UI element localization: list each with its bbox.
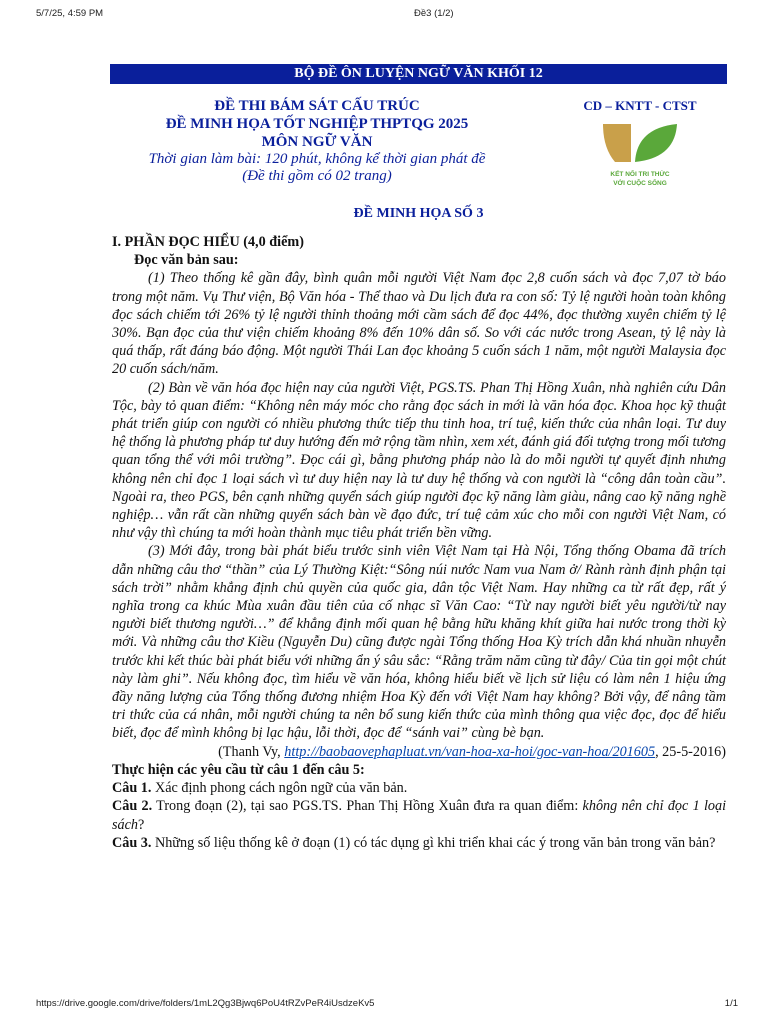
question-2 bbox=[112, 797, 726, 833]
source-citation bbox=[112, 743, 726, 761]
exam-pages: (Đề thi gồm có 02 trang) bbox=[242, 168, 392, 184]
question-3 bbox=[112, 834, 726, 852]
task-heading: Thực hiện các yêu cầu từ câu 1 đến câu 5: bbox=[112, 761, 365, 778]
question-label: Câu 1. bbox=[112, 780, 152, 797]
exam-time: Thời gian làm bài: 120 phút, không kể thời gian phát đề bbox=[148, 151, 486, 167]
source-date: , 25-5-2016) bbox=[655, 743, 726, 760]
leaf-logo-icon bbox=[597, 118, 683, 192]
series-banner: BỘ ĐỀ ÔN LUYỆN NGỮ VĂN KHỐI 12 bbox=[110, 64, 727, 84]
question-1 bbox=[112, 779, 726, 797]
print-page-title: Đề3 (1/2) bbox=[414, 8, 454, 19]
source-author: (Thanh Vy, bbox=[218, 743, 285, 760]
print-url: https://drive.google.com/drive/folders/1mL2Qg3Bjwq6PoU4tRZvPeR4iUsdzeKv5 bbox=[36, 998, 375, 1009]
instruction: Đọc văn bản sau: bbox=[134, 252, 239, 269]
question-text: Những số liệu thống kê ở đoạn (1) có tác dụng gì khi triển khai các ý trong văn bản trong văn bản? bbox=[151, 834, 716, 851]
passage-paragraph-2: (2) Bàn về văn hóa đọc hiện nay của người Việt, PGS.TS. Phan Thị Hồng Xuân, nhà nghiên cứu Dân Tộc, bày tỏ quan điểm: “Không nên máy móc cho rằng đọc sách in mới là văn hóa đọc. Khoa học kỹ thuật phát triển giúp con người có nhiều phương thức tiếp thu tinh hoa, trí tuệ, kiến thức của nhân loại. Tư duy hệ thống là phương pháp tư duy hướng đến mở rộng tầm nhìn, xem xét, đánh giá đối tượng trong mối tương quan tổng thể với môi trường”. Đọc cái gì, bằng phương pháp nào là do mỗi người tự quyết định nhưng không nên chỉ đọc 1 loại sách vì tư duy hiện nay là tư duy hệ thống và con người là “công dân toàn cầu”. Ngoài ra, theo PGS, bên cạnh những quyển sách giúp người đọc kỹ năng làm giàu, nâng cao kỹ năng nghề nghiệp… vẫn rất cần những quyển sách bàn về đạo đức, trí tuệ cảm xúc cho mỗi con người Việt Nam, có như vậy thì chúng ta mới hoàn thành mục tiêu phát triển bền vững. bbox=[112, 379, 726, 542]
logo-text-1: KẾT NỐI TRI THỨC bbox=[610, 171, 670, 178]
logo-text-2: VỚI CUỘC SỐNG bbox=[613, 180, 667, 187]
question-label: Câu 2. bbox=[112, 798, 153, 815]
question-text: Trong đoạn (2), tại sao PGS.TS. Phan Thị Hồng Xuân đưa ra quan điểm: bbox=[152, 798, 583, 815]
passage-paragraph-1: (1) Theo thống kê gần đây, bình quân mỗi người Việt Nam đọc 2,8 cuốn sách và đọc 7,07 tờ báo trong một năm. Vụ Thư viện, Bộ Văn hóa - Thể thao và Du lịch đưa ra con số: Tỷ lệ người hoàn toàn không đọc sách chiếm tới 26% tỷ lệ người thỉnh thoảng mới cầm sách để đọc 44%, đọc thường xuyên chiếm tỷ lệ 30%. Bạn đọc của thư viện chiếm khoảng 8% đến 10% dân số. So với các nước trong Asean, tỷ lệ này là quá thấp, rất đáng báo động. Một người Thái Lan đọc khoảng 5 cuốn sách 1 năm, một người Malaysia đọc 20 cuốn sách/năm. bbox=[112, 270, 726, 378]
question-tail: ? bbox=[138, 816, 145, 833]
print-footer bbox=[36, 998, 738, 1012]
question-text: Xác định phong cách ngôn ngữ của văn bản. bbox=[151, 780, 408, 797]
print-page-number: 1/1 bbox=[724, 998, 738, 1009]
print-timestamp: 5/7/25, 4:59 PM bbox=[36, 8, 104, 19]
publisher-logo-box bbox=[570, 98, 710, 192]
question-label: Câu 3. bbox=[112, 834, 152, 851]
exam-line-2: ĐỀ MINH HỌA TỐT NGHIỆP THPTQG 2025 bbox=[165, 116, 469, 132]
exam-subtitle: ĐỀ MINH HỌA SỐ 3 bbox=[353, 206, 484, 221]
source-link[interactable]: http://baobaovephapluat.vn/van-hoa-xa-hoi/goc-van-hoa/201605 bbox=[284, 743, 656, 760]
exam-line-1: ĐỀ THI BÁM SÁT CẤU TRÚC bbox=[214, 98, 420, 114]
exam-line-3: MÔN NGỮ VĂN bbox=[261, 134, 373, 150]
reading-section bbox=[112, 233, 726, 852]
print-header bbox=[36, 8, 738, 22]
exam-heading bbox=[110, 97, 524, 185]
curriculum-code: CD – KNTT - CTST bbox=[583, 98, 697, 113]
passage-paragraph-3: (3) Mới đây, trong bài phát biểu trước sinh viên Việt Nam tại Hà Nội, Tổng thống Obama đã trích dẫn những câu thơ “thần” của Lý Thường Kiệt:“Sông núi nước Nam vua Nam ở/ Rành rành định phận tại sách trời” nhằm khẳng định chủ quyền của quốc gia, dân tộc Việt Nam. Hay những ca từ rất đẹp, rất ý nghĩa trong ca khúc Mùa xuân đầu tiên của cố nhạc sĩ Văn Cao: “Từ nay người biết yêu người/từ nay người biết thương người…” để khẳng định mối quan hệ bằng hữu khăng khít giữa hai nước trong thời kỳ mới. Và những câu thơ Kiều (Nguyễn Du) cũng được ngài Tổng thống Hoa Kỳ trích dẫn khá nhuần nhuyễn trước khi kết thúc bài phát biểu với những ẩn ý sâu sắc: “Rằng trăm năm cũng từ đây/ Của tin gọi một chút này làm ghi”. Nếu không đọc, tìm hiểu về văn hóa, không hiểu biết về lịch sử liệu có làm nên 1 hiệu ứng đầy năng lượng của Tổng thống đương nhiệm Hoa Kỳ đến với Việt Nam hay không? Bởi vậy, để nâng tầm tri thức của cá nhân, mỗi người chúng ta nên bổ sung kiến thức của mình thông qua việc đọc, đọc để hiểu biết, đọc để mình không bị lạc hậu, lỗi thời, đọc để “sánh vai” cùng bè bạn. bbox=[112, 543, 726, 742]
section-heading: I. PHẦN ĐỌC HIỂU (4,0 điểm) bbox=[112, 234, 304, 250]
question-quote: không nên chỉ đọc 1 loại sách bbox=[112, 798, 727, 833]
